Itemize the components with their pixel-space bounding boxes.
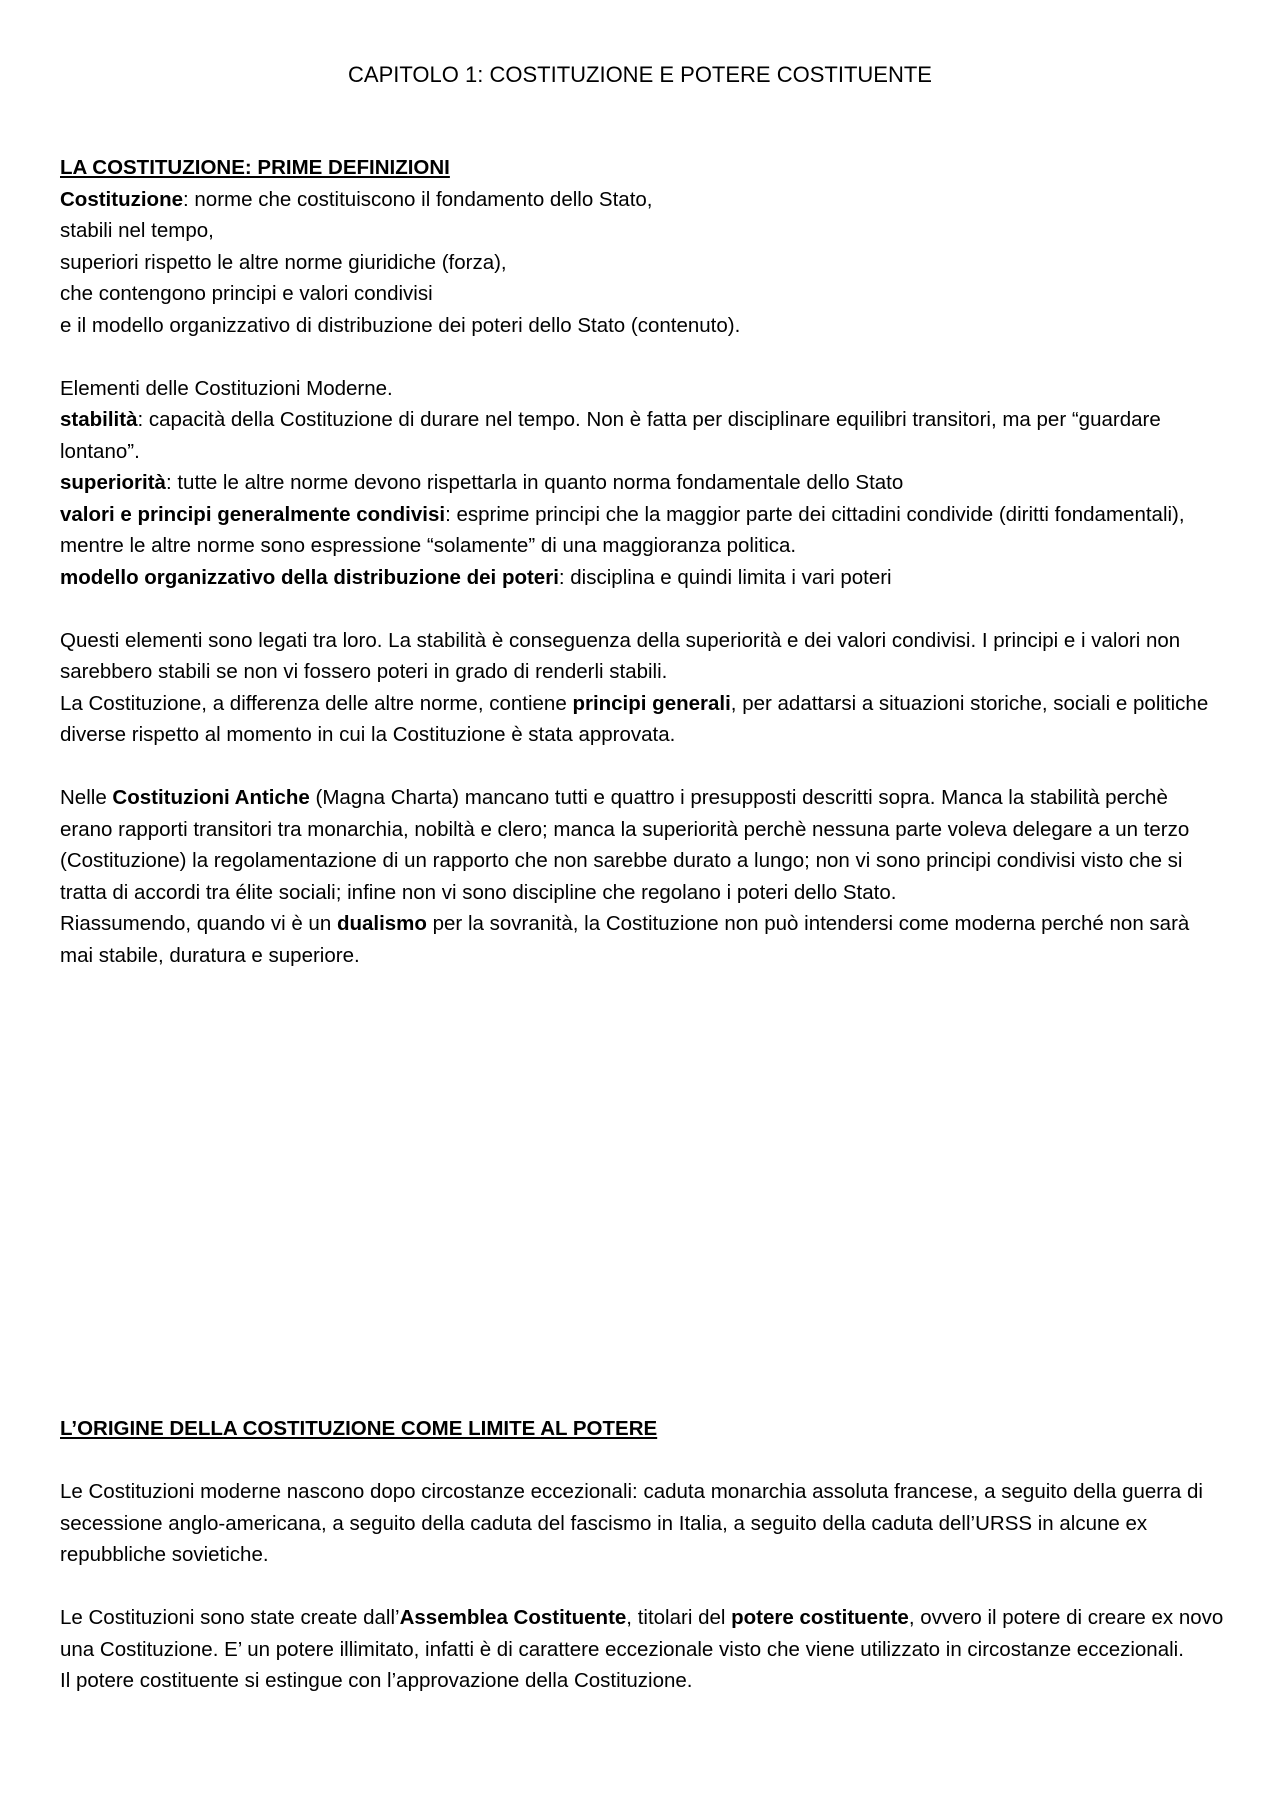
spacer bbox=[60, 751, 1225, 783]
paragraph-estingue: Il potere costituente si estingue con l’approvazione della Costituzione. bbox=[60, 1669, 693, 1692]
section-heading: L’ORIGINE DELLA COSTITUZIONE COME LIMITE AL POTERE bbox=[60, 1417, 658, 1440]
chapter-title: CAPITOLO 1: COSTITUZIONE E POTERE COSTITUENTE bbox=[348, 62, 932, 87]
paragraph-costituzioni-antiche: Nelle Costituzioni Antiche (Magna Charta) mancano tutti e quattro i presupposti descritti sopra. Manca la stabilità perchè erano rapporti transitori tra monarchia, nobiltà e clero; manca la superiorità perchè nessuna parte voleva delegare a un terzo (Costituzione) la regolamentazione di un rapporto che non sarebbe durato a lungo; non vi sono principi condivisi visto che si tratta di accordi tra élite sociali; infine non vi sono discipline che regolano i poteri dello Stato. bbox=[60, 786, 1190, 904]
spacer bbox=[60, 341, 1225, 373]
definition-line: e il modello organizzativo di distribuzione dei poteri dello Stato (contenuto). bbox=[60, 313, 741, 337]
element-modello: modello organizzativo della distribuzione dei poteri: disciplina e quindi limita i vari poteri bbox=[60, 565, 892, 589]
paragraph-legati: Questi elementi sono legati tra loro. La stabilità è conseguenza della superiorità e dei valori condivisi. I principi e i valori non sarebbero stabili se non vi fossero poteri in grado di renderli stabili. bbox=[60, 628, 1181, 683]
spacer bbox=[60, 1445, 1225, 1477]
paragraph-principi-generali: La Costituzione, a differenza delle altre norme, contiene principi generali, per adattarsi a situazioni storiche, sociali e politiche diverse rispetto al momento in cui la Costituzione è stata approvata. bbox=[60, 691, 1209, 746]
spacer bbox=[60, 593, 1225, 625]
section-heading: LA COSTITUZIONE: PRIME DEFINIZIONI bbox=[60, 156, 450, 179]
paragraph-riassumendo: Riassumendo, quando vi è un dualismo per la sovranità, la Costituzione non può intendersi come moderna perché non sarà mai stabile, duratura e superiore. bbox=[60, 912, 1190, 967]
definition-line: stabili nel tempo, bbox=[60, 219, 214, 242]
element-valori: valori e principi generalmente condivisi: esprime principi che la maggior parte dei cittadini condivide (diritti fondamentali), mentre le altre norme sono espressione “solamente” di una maggioranza politica. bbox=[60, 502, 1185, 557]
paragraph-assemblea: Le Costituzioni sono state create dall’Assemblea Costituente, titolari del potere costituente, ovvero il potere di creare ex novo una Costituzione. E’ un potere illimitato, infatti è di carattere eccezionale visto che viene utilizzato in circostanze eccezionali. bbox=[60, 1606, 1224, 1661]
section-prime-definizioni bbox=[60, 152, 1225, 971]
definition-line: superiori rispetto le altre norme giuridiche (forza), bbox=[60, 250, 507, 274]
elements-intro: Elementi delle Costituzioni Moderne. bbox=[60, 376, 393, 400]
spacer bbox=[60, 1571, 1225, 1603]
element-superiorita: superiorità: tutte le altre norme devono rispettarla in quanto norma fondamentale dello Stato bbox=[60, 471, 904, 494]
element-stabilita: stabilità: capacità della Costituzione di durare nel tempo. Non è fatta per disciplinare equilibri transitori, ma per “guardare lontano”. bbox=[60, 408, 1161, 463]
definition-line: che contengono principi e valori condivisi bbox=[60, 282, 433, 305]
section-origine-costituzione bbox=[60, 1413, 1225, 1697]
paragraph-nascono: Le Costituzioni moderne nascono dopo circostanze eccezionali: caduta monarchia assoluta francese, a seguito della guerra di secessione anglo-americana, a seguito della caduta del fascismo in Italia, a seguito della caduta dell’URSS in alcune ex repubbliche sovietiche. bbox=[60, 1480, 1203, 1566]
definition-term: Costituzione bbox=[60, 187, 183, 211]
definition-line: Costituzione: norme che costituiscono il fondamento dello Stato, bbox=[60, 187, 653, 211]
